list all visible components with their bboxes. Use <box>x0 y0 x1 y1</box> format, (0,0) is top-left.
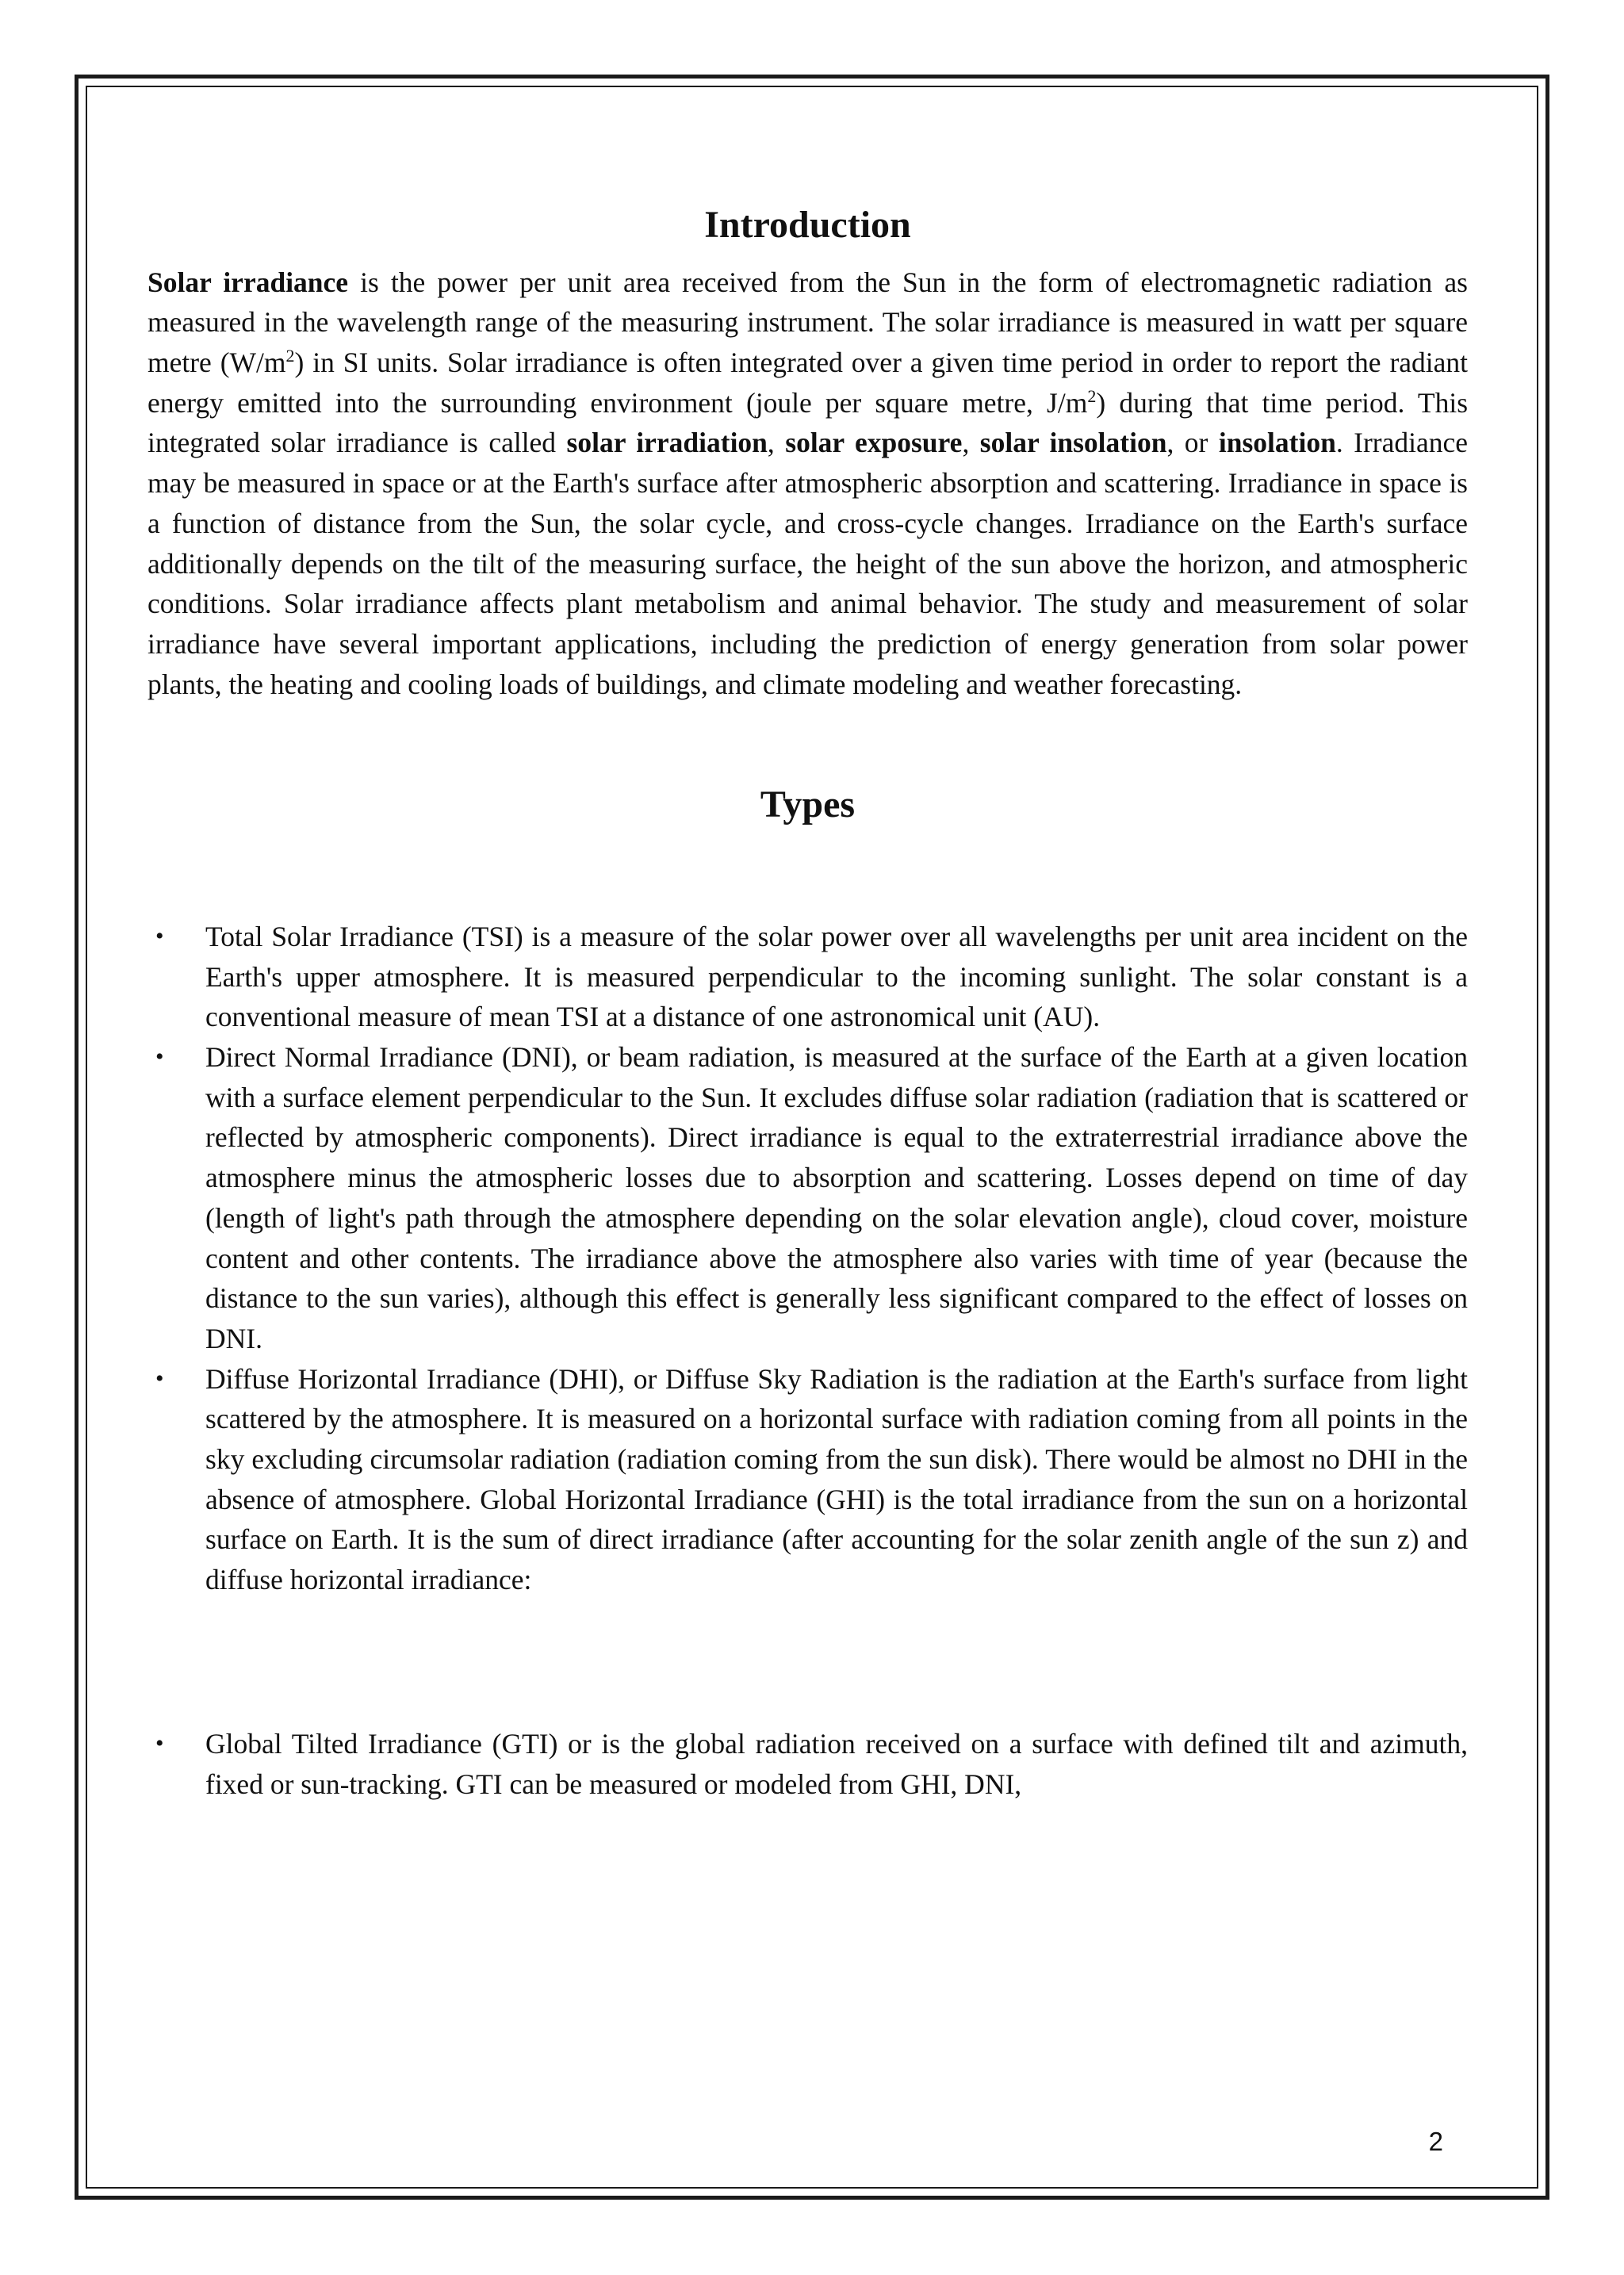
types-list <box>147 917 1468 1804</box>
bullet-icon: • <box>155 1044 164 1070</box>
term-solar-insolation: solar insolation <box>979 427 1167 459</box>
list-item-gti: • Global Tilted Irradiance (GTI) or is the global radiation received on a surface with defined tilt and azimuth, fixed or sun-tracking. GTI can be measured or modeled from GHI, DNI, <box>147 1724 1468 1804</box>
term-solar-irradiance: Solar irradiance <box>147 266 349 298</box>
list-item-dhi: • Diffuse Horizontal Irradiance (DHI), or Diffuse Sky Radiation is the radiation at the Earth's surface from light scattered by the atmosphere. It is measured on a horizontal surface with radiation coming from all points in the sky excluding circumsolar radiation (radiation coming from the sun disk). There would be almost no DHI in the absence of atmosphere. Global Horizontal Irradiance (GHI) is the total irradiance from the sun on a horizontal surface on Earth. It is the sum of direct irradiance (after accounting for the solar zenith angle of the sun z) and diffuse horizontal irradiance: <box>147 1359 1468 1600</box>
term-solar-irradiation: solar irradiation <box>566 427 768 459</box>
list-item-dni: • Direct Normal Irradiance (DNI), or beam radiation, is measured at the surface of the Earth at a given location with a surface element perpendicular to the Sun. It excludes diffuse solar radiation (radiation that is scattered or reflected by atmospheric components). Direct irradiance is equal to the extraterrestrial irradiance above the atmosphere minus the atmospheric losses due to absorption and scattering. Losses depend on time of day (length of light's path through the atmosphere depending on the solar elevation angle), cloud cover, moisture content and other contents. The irradiance above the atmosphere also varies with time of year (because the distance to the sun varies), although this effect is generally less significant compared to the effect of losses on DNI. <box>147 1037 1468 1359</box>
types-heading: Types <box>760 783 856 826</box>
bullet-icon: • <box>155 1365 164 1392</box>
bullet-icon: • <box>155 922 164 949</box>
introduction-paragraph: Solar irradiance is the power per unit area received from the Sun in the form of electromagnetic radiation as measured in the wavelength range of the measuring instrument. The solar irradiance is measured in watt per square metre $(W/m^2)$ in SI units. Solar irradiance is often integrated over a given time period in order to report the radiant energy emitted into the surrounding environment (joule per square metre, $J/m^2$) during that time period. This integrated solar irradiance is called solar irradiation, solar exposure, solar insolation, or insolation. Irradiance may be measured in space or at the Earth's surface after atmospheric absorption and scattering. Irradiance in space is a function of distance from the Sun, the solar cycle, and cross-cycle changes. Irradiance on the Earth's surface additionally depends on the tilt of the measuring surface, the height of the sun above the horizon, and atmospheric conditions. Solar irradiance affects plant metabolism and animal behavior. The study and measurement of solar irradiance have several important applications, including the prediction of energy generation from solar power plants, the heating and cooling loads of buildings, and climate modeling and weather forecasting. <box>147 266 1469 700</box>
bullet-icon: • <box>155 1729 164 1756</box>
term-insolation: insolation <box>1218 427 1336 459</box>
page-content <box>147 202 1468 1804</box>
page-number: 2 <box>1428 2127 1443 2156</box>
term-solar-exposure: solar exposure <box>785 427 963 459</box>
list-item-tsi: • Total Solar Irradiance (TSI) is a measure of the solar power over all wavelengths per unit area incident on the Earth's upper atmosphere. It is measured perpendicular to the incoming sunlight. The solar constant is a conventional measure of mean TSI at a distance of one astronomical unit (AU). <box>147 917 1468 1037</box>
introduction-heading: Introduction <box>704 204 911 246</box>
